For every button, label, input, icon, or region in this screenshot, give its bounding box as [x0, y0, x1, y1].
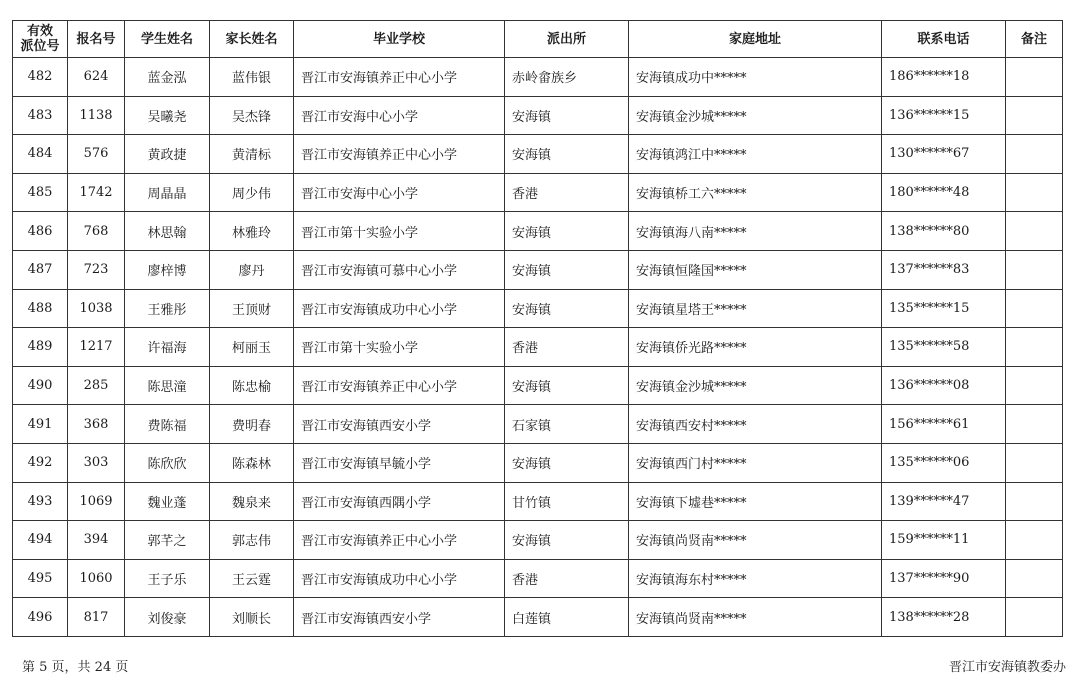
cell-address: 安海镇尚贤南***** [629, 521, 882, 560]
cell-parent: 周少伟 [210, 173, 294, 212]
cell-police: 香港 [505, 328, 629, 367]
cell-rank: 492 [13, 443, 68, 482]
cell-police: 安海镇 [505, 289, 629, 328]
cell-rank: 482 [13, 58, 68, 97]
cell-note [1006, 212, 1063, 251]
cell-rank: 490 [13, 366, 68, 405]
cell-address: 安海镇金沙城***** [629, 96, 882, 135]
cell-parent: 费明春 [210, 405, 294, 444]
header-row [13, 21, 1063, 58]
table-row [13, 173, 1063, 212]
table-body [13, 58, 1063, 637]
cell-note [1006, 443, 1063, 482]
table-row [13, 289, 1063, 328]
cell-phone: 138******80 [882, 212, 1006, 251]
cell-phone: 137******83 [882, 250, 1006, 289]
cell-phone: 135******58 [882, 328, 1006, 367]
cell-note [1006, 250, 1063, 289]
cell-parent: 王顶财 [210, 289, 294, 328]
table-row [13, 559, 1063, 598]
cell-rank: 488 [13, 289, 68, 328]
cell-note [1006, 405, 1063, 444]
cell-student: 吴曦尧 [125, 96, 210, 135]
cell-student: 许福海 [125, 328, 210, 367]
cell-student: 陈思潼 [125, 366, 210, 405]
cell-school: 晋江市安海中心小学 [294, 96, 505, 135]
cell-reg-no: 768 [68, 212, 125, 251]
cell-police: 甘竹镇 [505, 482, 629, 521]
cell-rank: 493 [13, 482, 68, 521]
cell-parent: 柯丽玉 [210, 328, 294, 367]
table-row [13, 212, 1063, 251]
cell-school: 晋江市安海镇成功中心小学 [294, 289, 505, 328]
cell-rank: 485 [13, 173, 68, 212]
cell-police: 安海镇 [505, 521, 629, 560]
cell-note [1006, 328, 1063, 367]
cell-parent: 蓝伟银 [210, 58, 294, 97]
cell-reg-no: 624 [68, 58, 125, 97]
cell-phone: 137******90 [882, 559, 1006, 598]
cell-reg-no: 723 [68, 250, 125, 289]
header-rank-line1: 有效 [26, 24, 53, 39]
table-row [13, 96, 1063, 135]
cell-parent: 郭志伟 [210, 521, 294, 560]
cell-police: 安海镇 [505, 212, 629, 251]
cell-student: 王子乐 [125, 559, 210, 598]
cell-parent: 吴杰锋 [210, 96, 294, 135]
cell-reg-no: 576 [68, 135, 125, 174]
cell-address: 安海镇西安村***** [629, 405, 882, 444]
header-phone: 联系电话 [882, 21, 1006, 58]
cell-school: 晋江市安海镇西安小学 [294, 405, 505, 444]
cell-school: 晋江市安海镇可慕中心小学 [294, 250, 505, 289]
cell-school: 晋江市安海中心小学 [294, 173, 505, 212]
cell-rank: 495 [13, 559, 68, 598]
cell-address: 安海镇海八南***** [629, 212, 882, 251]
cell-phone: 135******06 [882, 443, 1006, 482]
cell-school: 晋江市第十实验小学 [294, 212, 505, 251]
header-parent: 家长姓名 [210, 21, 294, 58]
header-note: 备注 [1006, 21, 1063, 58]
cell-police: 安海镇 [505, 366, 629, 405]
cell-school: 晋江市安海镇养正中心小学 [294, 58, 505, 97]
cell-reg-no: 1069 [68, 482, 125, 521]
cell-reg-no: 368 [68, 405, 125, 444]
cell-phone: 138******28 [882, 598, 1006, 637]
header-rank [13, 21, 68, 58]
cell-student: 黄政捷 [125, 135, 210, 174]
cell-note [1006, 173, 1063, 212]
cell-note [1006, 559, 1063, 598]
cell-address: 安海镇成功中***** [629, 58, 882, 97]
cell-address: 安海镇西门村***** [629, 443, 882, 482]
cell-address: 安海镇鸿江中***** [629, 135, 882, 174]
cell-parent: 刘顺长 [210, 598, 294, 637]
cell-police: 安海镇 [505, 443, 629, 482]
cell-phone: 135******15 [882, 289, 1006, 328]
table-row [13, 521, 1063, 560]
cell-parent: 陈森林 [210, 443, 294, 482]
header-reg-no: 报名号 [68, 21, 125, 58]
cell-student: 蓝金泓 [125, 58, 210, 97]
cell-parent: 廖丹 [210, 250, 294, 289]
cell-parent: 王云霆 [210, 559, 294, 598]
table-row [13, 328, 1063, 367]
cell-rank: 496 [13, 598, 68, 637]
cell-student: 王雅彤 [125, 289, 210, 328]
cell-school: 晋江市安海镇养正中心小学 [294, 135, 505, 174]
cell-student: 廖梓博 [125, 250, 210, 289]
cell-police: 安海镇 [505, 96, 629, 135]
table-row [13, 135, 1063, 174]
cell-parent: 黄清标 [210, 135, 294, 174]
cell-address: 安海镇尚贤南***** [629, 598, 882, 637]
header-school: 毕业学校 [294, 21, 505, 58]
cell-parent: 陈忠榆 [210, 366, 294, 405]
cell-address: 安海镇侨光路***** [629, 328, 882, 367]
cell-note [1006, 598, 1063, 637]
cell-address: 安海镇下墟巷***** [629, 482, 882, 521]
cell-reg-no: 303 [68, 443, 125, 482]
page-info: 第 5 页，共 24 页 [22, 660, 129, 675]
cell-phone: 130******67 [882, 135, 1006, 174]
cell-police: 石家镇 [505, 405, 629, 444]
cell-student: 郭芊之 [125, 521, 210, 560]
cell-address: 安海镇金沙城***** [629, 366, 882, 405]
cell-parent: 林雅玲 [210, 212, 294, 251]
header-rank-line2: 派位号 [20, 39, 60, 54]
table-row [13, 482, 1063, 521]
cell-reg-no: 285 [68, 366, 125, 405]
cell-reg-no: 1217 [68, 328, 125, 367]
cell-address: 安海镇桥工六***** [629, 173, 882, 212]
cell-student: 费陈福 [125, 405, 210, 444]
cell-rank: 486 [13, 212, 68, 251]
cell-student: 林思翰 [125, 212, 210, 251]
cell-phone: 186******18 [882, 58, 1006, 97]
cell-school: 晋江市安海镇养正中心小学 [294, 366, 505, 405]
cell-reg-no: 1060 [68, 559, 125, 598]
cell-reg-no: 1138 [68, 96, 125, 135]
table-header [13, 21, 1063, 58]
cell-school: 晋江市第十实验小学 [294, 328, 505, 367]
cell-school: 晋江市安海镇成功中心小学 [294, 559, 505, 598]
cell-reg-no: 1038 [68, 289, 125, 328]
cell-phone: 136******15 [882, 96, 1006, 135]
cell-reg-no: 394 [68, 521, 125, 560]
cell-student: 刘俊豪 [125, 598, 210, 637]
cell-address: 安海镇星塔王***** [629, 289, 882, 328]
cell-note [1006, 58, 1063, 97]
cell-phone: 136******08 [882, 366, 1006, 405]
cell-address: 安海镇海东村***** [629, 559, 882, 598]
cell-phone: 156******61 [882, 405, 1006, 444]
table-row [13, 250, 1063, 289]
cell-police: 香港 [505, 173, 629, 212]
cell-police: 香港 [505, 559, 629, 598]
cell-rank: 487 [13, 250, 68, 289]
cell-school: 晋江市安海镇西安小学 [294, 598, 505, 637]
cell-reg-no: 817 [68, 598, 125, 637]
cell-student: 周晶晶 [125, 173, 210, 212]
cell-police: 赤岭畲族乡 [505, 58, 629, 97]
issuer-name: 晋江市安海镇教委办 [948, 660, 1066, 675]
cell-address: 安海镇恒隆国***** [629, 250, 882, 289]
header-student: 学生姓名 [125, 21, 210, 58]
cell-note [1006, 135, 1063, 174]
cell-rank: 489 [13, 328, 68, 367]
cell-police: 安海镇 [505, 250, 629, 289]
cell-rank: 494 [13, 521, 68, 560]
table-row [13, 598, 1063, 637]
cell-police: 安海镇 [505, 135, 629, 174]
cell-school: 晋江市安海镇养正中心小学 [294, 521, 505, 560]
cell-school: 晋江市安海镇西隅小学 [294, 482, 505, 521]
cell-parent: 魏泉来 [210, 482, 294, 521]
cell-rank: 483 [13, 96, 68, 135]
cell-school: 晋江市安海镇早毓小学 [294, 443, 505, 482]
cell-student: 陈欣欣 [125, 443, 210, 482]
table-row [13, 443, 1063, 482]
cell-reg-no: 1742 [68, 173, 125, 212]
cell-phone: 159******11 [882, 521, 1006, 560]
cell-note [1006, 96, 1063, 135]
cell-police: 白莲镇 [505, 598, 629, 637]
cell-note [1006, 366, 1063, 405]
cell-note [1006, 289, 1063, 328]
cell-note [1006, 482, 1063, 521]
table-row [13, 58, 1063, 97]
allocation-table [12, 20, 1063, 637]
header-police: 派出所 [505, 21, 629, 58]
table-row [13, 405, 1063, 444]
table-row [13, 366, 1063, 405]
header-address: 家庭地址 [629, 21, 882, 58]
cell-rank: 491 [13, 405, 68, 444]
cell-rank: 484 [13, 135, 68, 174]
cell-note [1006, 521, 1063, 560]
cell-student: 魏业蓬 [125, 482, 210, 521]
cell-phone: 139******47 [882, 482, 1006, 521]
cell-phone: 180******48 [882, 173, 1006, 212]
